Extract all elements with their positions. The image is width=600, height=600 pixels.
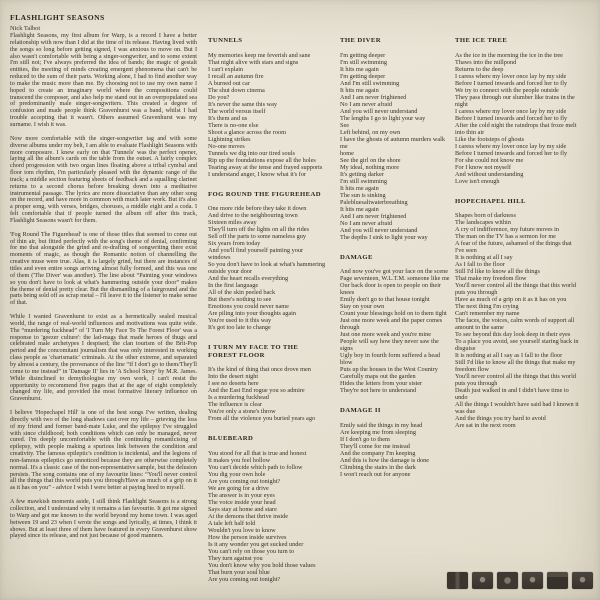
lyric-line: disguise (455, 345, 476, 353)
lyric-line: Tearing away at the tense and frayed supports (208, 163, 323, 171)
song-lyrics-damage-ii (340, 422, 452, 478)
lyric-line: I caress where my lover once lay by my side (455, 72, 567, 80)
lyric-line: A fear of the future, ashamed of the things that (455, 240, 572, 248)
lyric-line: And the things you try hard to avoid (455, 415, 546, 423)
lyric-line: You can't decide which path to follow (208, 463, 303, 471)
lyric-line: Sell off the parts to some nameless guy (208, 233, 306, 241)
song-lyrics-hopechapel-hill (455, 212, 597, 429)
lyric-line: puts you through (455, 380, 498, 388)
lyric-line: Our back door is open to people on their knees (340, 282, 442, 297)
lyric-line: I'm getting deeper (340, 51, 386, 59)
lyric-line: The faces, the voices, calm words of support all (455, 317, 575, 325)
lyric-line: Before I turned inwards and forced her to fly (455, 79, 568, 87)
lyric-line: I'm still swimming (340, 177, 387, 185)
lyric-line: You can't rely on those you turn to (208, 547, 295, 555)
lyric-line: I'm getting deeper (340, 72, 386, 80)
lyric-line: My memories keep me feverish and sane (208, 51, 311, 59)
lyric-line: The landscapes within (455, 219, 511, 227)
song-lyrics-damage (340, 268, 452, 394)
lyric-line: To see beyond this day look deep in their eyes (455, 331, 571, 339)
lyric-line: You'll never control all the things that this world (455, 373, 576, 381)
lyric-line: Emily don't go to that house tonight (340, 296, 430, 304)
lyric-line: All the things I wouldn't have said had I known it (455, 401, 579, 409)
lyric-line: Left behind, on my own (340, 128, 401, 136)
lyric-line: And I'm still swimming (340, 79, 400, 87)
lyric-line: Returns to the deep (455, 65, 504, 73)
lyric-line: And drive to the neighbouring town (208, 212, 298, 220)
lyric-line: Do you? (208, 93, 230, 101)
lyric-line: Are sat in the next room (455, 422, 516, 430)
song-damage (340, 254, 452, 395)
lyric-line: And the company I'm keeping (340, 449, 416, 457)
lyric-line: It is nothing at all I say as I fall to the floor (455, 352, 563, 360)
lyric-line: That night alive with stars and signs (208, 58, 299, 66)
lyric-line: It is nothing at all I say (455, 254, 513, 262)
lyric-line: That make my freedom flow (455, 275, 527, 283)
lyric-line: Tunnels we dig into our tired souls (208, 149, 295, 157)
lyric-line: Emily said the things in my head (340, 421, 423, 429)
song-title-the-diver: THE DIVER (340, 37, 381, 44)
lyric-line: And I am never frightened (340, 93, 407, 101)
lyric-line: It hits me again (340, 205, 379, 213)
lyric-line: Shapes born of darkness (455, 212, 516, 220)
song-title-fog: FOG ROUND THE FIGUREHEAD (208, 190, 321, 198)
lyric-line: You're only a stone's throw (208, 408, 276, 416)
lyric-line: amount to the same (455, 324, 504, 332)
song-the-diver (340, 37, 452, 241)
song-lyrics-forest-floor (208, 366, 326, 422)
lyric-line: But there's nothing to see (208, 296, 272, 304)
lyric-line: Six years from today (208, 240, 261, 248)
lyric-line: And now you've got your face on the scene (340, 268, 449, 276)
lyric-line: I recall an autumn fire (208, 72, 264, 80)
lyric-line: Emotions you could never name (208, 303, 289, 311)
lyric-line: At the demons that thrive inside (208, 512, 289, 520)
lyric-line: As the ice in the morning the ice in the tree (455, 51, 563, 59)
lyric-line: So you don't have to look at what's hammering (208, 261, 326, 269)
lyric-line: Is it any wonder you get sucked under (208, 540, 304, 548)
lyric-line: undo (455, 394, 468, 402)
lyric-line: puts you through (455, 289, 498, 297)
label-logo-icon (522, 572, 543, 589)
essay-paragraph: While I wanted Gravenhurst to exist as a hermetically sealed musical world, the range of real-world influences and motivations was quite wide. The “murdering fuckhead” of 'I Turn My Face To The Forest Floor' was a response to 'geezer culture': the lad-mags that made heroes of thugs and celebrated male archetypes I despised; the clan tourism of the Brit-Pop period and the concomitant journalism that was only interested in working class people as 'charismatic' criminals. At the other extreme, and separated by almost a century, the provenance of the line “If I don't go to them/They'll come to me instead” in 'Damage II' lies in 'A School Story' by M.R. James. While disinclined to demythologise my own work, I can't resist the opportunity to recommend five pages that at the age of eight completely changed my life, and provided the most formative literary influence on Gravenhurst. (10, 314, 197, 403)
lyric-line: And I am never frightened (340, 212, 407, 220)
lyric-line: Just one more week and you're mine (340, 331, 432, 339)
lyric-line: From all the violence you buried years ago (208, 415, 316, 423)
lyric-line: It hits me again (340, 86, 379, 94)
lyric-line: How the person inside survives (208, 533, 287, 541)
song-title-damage-ii: DAMAGE II (340, 407, 381, 415)
lyric-line: The depths I sink to light your way (340, 233, 428, 241)
essay-paragraph: 'Fog Round The Figurehead' is one of those titles that seemed to come out of thin air, but fitted perfectly with the song's theme of denial, confirming for me that alongside the grind and re-drafting of songwriting there exist moments of magic, as though the Romantic notion of channelling the creative muse were true. Alas, it is largely grind, but there are instances of titles and even entire songs arriving almost fully formed, and this was one of them ('The Diver' was another). The line about “Painting your windows so you don't have to look at what's hammering outside your door” makes the theme of denial pretty clear. But the dismantling of a fairground and the parts being sold off as scrap metal – I'll leave it to the listener to make sense of that. (10, 231, 197, 307)
lyric-line: All of the skin peeled back (208, 289, 276, 297)
lyric-line: They turn against you (208, 554, 263, 562)
lyric-line: It's them and us (208, 114, 248, 122)
lyric-line: Still I'd like to know all the things (455, 268, 540, 276)
lyric-line: I caress where my lover once lay by my side (455, 107, 567, 115)
album-title: FLASHLIGHT SEASONS (10, 13, 105, 22)
lyric-line: Can't remember my name (455, 310, 520, 318)
lyric-line: You dig your own hole (208, 470, 266, 478)
lyric-line: One more ride before they take it down (208, 205, 307, 213)
lyric-line: Carefully maps out the garden (340, 373, 416, 381)
label-logo-icon (472, 572, 493, 589)
lyric-line: For I know not myself (455, 163, 511, 171)
essay-paragraph: I believe 'Hopechapel Hill' is one of the best songs I've written, dealing directly with two of the long shadows cast over my life – grieving the loss of my friend and former band-mate Luke, and the epilepsy I've struggled with since childhood; both conditions which can only be managed, never cured. I'm deeply uncomfortable with the continuing romanticising of epilepsy, with people making a spurious link between the condition and creativity. The famous epileptic's condition is incidental, and the legions of non-famous epileptics go unnoticed because they are otherwise completely normal. It's a classic case of the non-representative sample, but the delusion persists. The song contains one of my favourite lines: “You'll never control all the things that this world puts you through/Have as much of a grip on it as it has on you” - advice I wish I were better at paying heed to myself. (10, 410, 197, 492)
lyric-line: You stood for all that is true and honest (208, 449, 307, 457)
lyric-line: A tale left half told (208, 519, 256, 527)
lyric-line: We are going for a drive (208, 484, 269, 492)
lyric-line: Shoot a glance across the room (208, 128, 286, 136)
album-header (10, 13, 105, 32)
lyric-line: No I am never afraid (340, 100, 393, 108)
lyric-line: I've seen (455, 247, 477, 255)
lyric-line: The influence is clear (208, 401, 262, 409)
lyric-line: Thaws into the millpond (455, 58, 517, 66)
lyric-line: You'll never control all the things that this world (455, 282, 576, 290)
song-hopechapel-hill (455, 198, 597, 430)
lyric-line: Before I turned inwards and forced her to fly (455, 149, 568, 157)
lyric-line: And the East End rogue you so admire (208, 387, 305, 395)
lyric-line: home (340, 149, 354, 157)
lyric-line: Wouldn't you love to know (208, 526, 276, 534)
lyric-line: It's getting darker (340, 170, 384, 178)
label-logo-icon (497, 572, 518, 589)
lyric-line: Love isn't enough (455, 177, 500, 185)
lyric-line: Are you coming out tonight? (208, 477, 281, 485)
lyric-line: And without understanding (455, 170, 524, 178)
label-logo-icon (572, 572, 593, 589)
lyric-line: They're not here to understand (340, 387, 417, 395)
lyric-line: See (340, 121, 350, 129)
lyric-line: The world versus itself (208, 107, 266, 115)
lyric-line: The answer is in your eyes (208, 491, 275, 499)
lyric-line: The man on the TV has a sermon for me (455, 233, 556, 241)
song-title-tunnels: TUNNELS (208, 37, 243, 44)
lyric-line: No I am never afraid (340, 219, 393, 227)
lyric-line: Hides the letters from your sister (340, 380, 423, 388)
lyric-line: It's got too late to change (208, 324, 271, 332)
lyric-line: The voice inside your head (208, 498, 276, 506)
song-lyrics-the-diver (340, 52, 452, 241)
lyric-line: The sun is sinking (340, 191, 386, 199)
lyric-line: Death just walked in and I didn't have time to (455, 387, 569, 395)
lyric-line: Palebluesaltwaterbreathing (340, 198, 408, 206)
lyric-line: It hits me again (340, 184, 379, 192)
lyric-line: I have the ghosts of autumn murders walk me (340, 135, 446, 150)
lyric-line: A burned out car (208, 79, 250, 87)
lyric-line: And you will never understand (340, 226, 418, 234)
song-title-hopechapel-hill: HOPECHAPEL HILL (455, 197, 526, 205)
lyric-line: In the first language (208, 282, 259, 290)
lyric-line: The next thing I'm crying (455, 303, 519, 311)
lyric-line: Is a murdering fuckhead (208, 394, 269, 402)
song-title-bluebeard: BLUEBEARD (208, 435, 254, 443)
lyric-line: The lengths I go to light your way (340, 114, 426, 122)
record-label-logos (447, 572, 593, 589)
song-title-damage: DAMAGE (340, 253, 373, 261)
lyric-line: was due (455, 408, 476, 416)
lyric-line: Count your blessings hold on to them tight (340, 310, 447, 318)
lyric-line: Lightning strikes (208, 135, 251, 143)
lyric-line: Ugly boy in fourth form suffered a head blow (340, 352, 441, 367)
song-lyrics-fog (208, 205, 326, 331)
song-bluebeard (208, 435, 326, 583)
song-lyrics-bluebeard (208, 450, 326, 583)
lyric-line: It hits me again (340, 65, 379, 73)
lyric-line: outside your door (208, 268, 253, 276)
lyric-line: Into the desert night (208, 373, 259, 381)
song-title-the-ice-tree: THE ICE TREE (455, 37, 508, 44)
lyric-line: To a place you avoid, see yourself staring back in (455, 338, 579, 346)
lyric-line: I see no deserts here (208, 380, 259, 388)
lyric-line: Are you coming out tonight? (208, 575, 281, 583)
lyric-line: It's the kind of thing that once drove men (208, 366, 311, 374)
lyric-line: I won't reach out for anyone (340, 470, 411, 478)
lyric-line: Just one more week and the paper comes through (340, 317, 443, 332)
lyric-line: Still I'd like to know all the things that make my (455, 359, 576, 367)
lyric-line: For she could not know me (455, 156, 524, 164)
lyric-line: Like the footsteps of ghosts (455, 135, 525, 143)
lyric-line: A cry of indifference, my future moves in (455, 226, 560, 234)
lyric-line: I'm still swimming (340, 58, 387, 66)
lyric-line: Stay on your own (340, 303, 385, 311)
lyric-line: That burn your soul blue (208, 568, 270, 576)
lyric-line: freedom flow (455, 366, 489, 374)
lyric-line: into thin air (455, 128, 485, 136)
label-logo-icon (547, 572, 568, 589)
lyric-line: As I fall to the floor (455, 261, 505, 269)
song-damage-ii (340, 407, 452, 478)
essay-paragraph: Now more comfortable with the singer-songwriter tag and with some diverse albums under my belt, I am able to evaluate Flashlight Seasons with more composure. I knew early on that 'Tunnels' was the perfect opener, laying all the album's cards on the table from the outset. A fairly complex chord progression with two organ lines floating above a tribal cymbal and floor tom rhythm, I'm particularly pleased with the dynamic range of the track; a middle section featuring sheets of feedback and a squalling clarinet returns to a second chorus before breaking down into a meditative instrumental passage. The lyrics are more dissociative than any other song on the record, and have more in common with much later work. But it's also a proper song, with verses, bridges, choruses, a middle eight and a coda. I felt comfortable that if people turned the album off after this track, Flashlight Seasons wasn't for them. (10, 135, 197, 224)
label-logo-icon (447, 572, 468, 589)
lyric-line: And you will never understand (340, 107, 418, 115)
lyric-line: No-one moves (208, 142, 245, 150)
lyric-line: I can't explain (208, 65, 244, 73)
lyric-line: People will say how they never saw the signs (340, 338, 439, 353)
song-title-forest-floor: I TURN MY FACE TO THE FOREST FLOOR (208, 344, 299, 359)
lyric-line: Puts up the houses in the West Country (340, 366, 438, 374)
lyric-line: Have as much of a grip on it as it has on you (455, 296, 567, 304)
lyric-line: Sixteen miles away (208, 219, 257, 227)
lyric-line: You're used to it this way (208, 317, 272, 325)
lyric-line: We try to connect with the people outside (455, 86, 559, 94)
lyric-line: Before I turned inwards and forced her to fly (455, 114, 568, 122)
lyric-line: It's never the same this way (208, 100, 277, 108)
lyric-line: See the girl on the shore (340, 156, 401, 164)
lyric-line: Climbing the stairs in the dark (340, 463, 416, 471)
lyric-line: I caress where my lover once lay by my side (455, 142, 567, 150)
lyric-line: My ideal, nothing more (340, 163, 400, 171)
lyric-line: And you'll find yourself painting your windows (208, 247, 304, 262)
lyric-line: It makes you feel hollow (208, 456, 271, 464)
lyric-line: Are keeping me from sleeping (340, 428, 417, 436)
song-tunnels (208, 37, 326, 178)
lyric-line: And this is how the damage is done (340, 456, 430, 464)
lyrics-column-1 (208, 30, 326, 584)
lyric-line: The shut down cinema (208, 86, 265, 94)
essay-paragraph: A few mawkish moments aside, I still think Flashlight Seasons is a strong collection, and I understand why it remains a fan favourite. It got me signed to Warp and got me known to the world beyond my home town. I was aged between 19 and 23 when I wrote the songs and lyrically, at times, I think it shows. But at least three of them have featured in every Gravenhurst show played since its release, and not just because of good manners. (10, 499, 197, 540)
lyrics-column-2 (340, 30, 452, 479)
lyric-line: They'll turn off the lights on all the rides (208, 226, 309, 234)
song-i-turn-my-face-to-the-forest-floor (208, 344, 326, 422)
lyric-line: Are piling into your thoughts again (208, 310, 297, 318)
lyric-line: After the cold night the raindrops that froze melt (455, 121, 577, 129)
lyrics-column-3 (455, 30, 597, 430)
lyric-line: They'll come for me instead (340, 442, 410, 450)
lyric-line: You don't know why you hold those values (208, 561, 316, 569)
song-the-ice-tree (455, 37, 597, 185)
lyric-line: Rip up the foundations expose all the holes (208, 156, 316, 164)
song-lyrics-tunnels (208, 52, 326, 178)
lyric-line: Page seventeen, W.L.T.M. someone like me (340, 275, 450, 283)
lyric-line: They pass through our slumber like trains in the (455, 93, 575, 101)
lyric-line: And the heart recalls everything (208, 275, 289, 283)
liner-essay (10, 33, 197, 547)
lyric-line: If I don't go to them (340, 435, 390, 443)
lyric-line: There is no-one else (208, 121, 259, 129)
lyric-line: Says stay at home and stare (208, 505, 277, 513)
song-lyrics-the-ice-tree (455, 52, 597, 185)
lyric-line: I understand anger, I know what it's for (208, 170, 307, 178)
artist-name: Nick Talbot (10, 24, 41, 32)
song-fog-round-the-figurehead (208, 191, 326, 332)
lyric-line: night (455, 100, 468, 108)
essay-paragraph: Flashlight Seasons, my first album for Warp, is a record I have a better relationship with now than I did at the time of its release. Having lived with the songs so long before getting signed, I was anxious to move on. But I also wasn't comfortable with being a singer-songwriter, and to some extent I'm still not; I've always preferred the idea of bands; the magic of gestalt entities, the meeting of minds creating emergent phenomena that can't be reduced to the sum of their parts. Working alone, I had to find another way to make the music more than me. By choosing not to use my own name I hoped to create an imaginary world where the compositions could transcend the composer, and also help me stand out in an overpopulated sea of predominantly male singer-songwriters. This created a degree of confusion and made people think Gravenhurst was a band, whilst I had trouble accepting that it wasn't. Others assumed Gravenhurst was my surname. I wish it was. (10, 33, 197, 128)
